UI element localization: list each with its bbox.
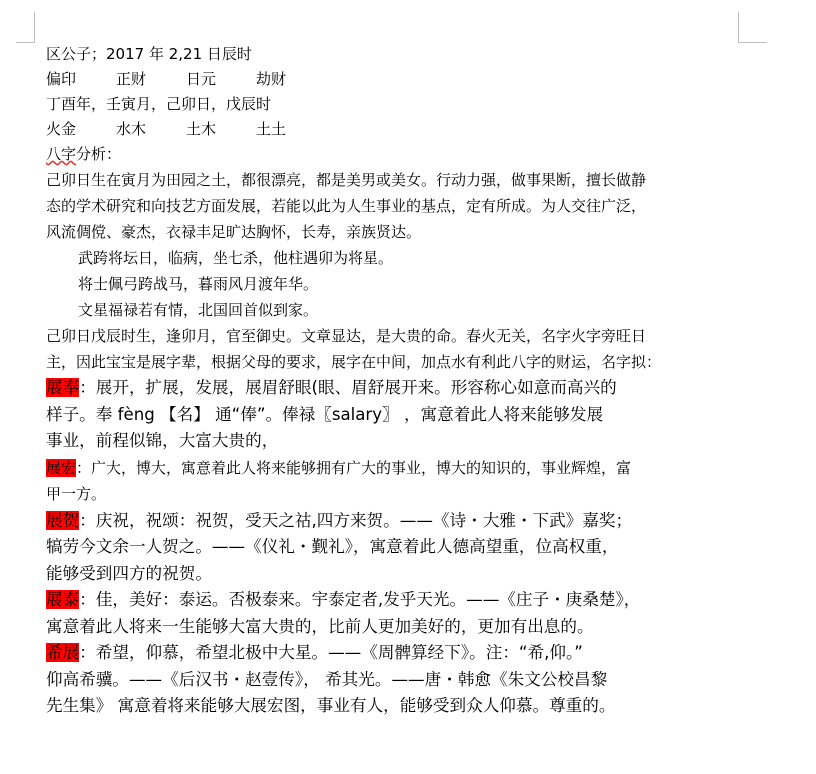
analysis-p2-line[interactable]: 己卯日戊辰时生，逢卯月，官至御史。文章显达，是大贵的命。春火无关，名字火字旁旺日 — [46, 327, 647, 345]
name-highlight: 展宏 — [46, 458, 77, 477]
name-entry-line[interactable] — [46, 587, 746, 614]
name-text: ：佳，美好：泰运。否极泰来。宇泰定者,发乎天光。——《庄子・庚桑楚》， — [79, 590, 641, 609]
pillars-row[interactable]: 丁酉年，壬寅月，己卯日，戊辰时 — [46, 95, 272, 113]
wuxing-year: 火金 — [46, 120, 77, 138]
analysis-p2-line[interactable]: 主，因此宝宝是展字辈，根据父母的要求，展字在中间，加点水有利此八字的财运，名字拟： — [46, 353, 662, 371]
name-highlight: 展奉 — [46, 378, 80, 397]
name-highlight: 希展 — [46, 643, 80, 662]
name-entry-line[interactable]: 事业，前程似锦，大富大贵的， — [46, 431, 279, 450]
poem-line[interactable]: 将士佩弓跨战马，暮雨风月渡年华。 — [78, 275, 319, 293]
analysis-p1-line[interactable]: 己卯日生在寅月为田园之土，都很漂亮，都是美男或美女。行动力强，做事果断，擅长做静 — [46, 171, 647, 189]
shishen-row[interactable] — [46, 67, 746, 92]
document-body[interactable] — [46, 42, 746, 720]
name-entry-line[interactable] — [46, 455, 746, 482]
page-corner-mark-top-right — [738, 12, 767, 43]
wuxing-row[interactable] — [46, 117, 746, 142]
name-entry-line[interactable]: 能够受到四方的祝贺。 — [46, 563, 212, 583]
name-entry-line[interactable]: 寓意着此人将来一生能够大富大贵的，比前人更加美好的，更加有出息的。 — [46, 616, 594, 636]
shishen-month: 正财 — [116, 70, 147, 88]
name-entry-line[interactable] — [46, 375, 746, 402]
analysis-p1-line[interactable]: 风流倜傥、豪杰，衣禄丰足旷达胸怀，长寿，亲族贤达。 — [46, 223, 422, 241]
page-corner-mark-top-left — [16, 12, 35, 43]
name-entry-line[interactable]: 先生集》 寓意着将来能够大展宏图，事业有人，能够受到众人仰慕。尊重的。 — [46, 696, 616, 715]
name-highlight: 展贺 — [46, 510, 80, 530]
name-entry-line[interactable]: 甲一方。 — [46, 485, 107, 503]
name-highlight: 展泰 — [46, 590, 80, 609]
name-entry-line[interactable]: 犒劳今文余一人贺之。——《仪礼・觐礼》，寓意着此人德高望重，位高权重， — [46, 537, 619, 556]
shishen-year: 偏印 — [46, 70, 77, 88]
shishen-day: 日元 — [186, 70, 217, 88]
name-text: ：广大，博大，寓意着此人将来能够拥有广大的事业，博大的知识的，事业辉煌，富 — [76, 458, 632, 477]
poem-line[interactable]: 武跨将坛日，临病，坐七杀，他柱遇卯为将星。 — [78, 249, 394, 267]
wuxing-month: 水木 — [116, 120, 147, 138]
name-entry-line[interactable] — [46, 508, 746, 535]
name-entry-line[interactable]: 仰高希骥。——《后汉书・赵壹传》， 希其光。——唐・韩愈《朱文公校昌黎 — [46, 669, 608, 689]
analysis-p1-line[interactable]: 态的学术研究和向技艺方面发展，若能以此为人生事业的基点，定有所成。为人交往广泛， — [46, 197, 647, 215]
analysis-heading[interactable] — [46, 142, 746, 167]
analysis-heading-rest: 分析： — [76, 145, 122, 163]
name-entry-line[interactable]: 样子。奉 fèng 【名】 通“俸”。俸禄〖salary〗 ，寓意着此人将来能够发展 — [46, 404, 604, 424]
name-text: ：展开，扩展，发展，展眉舒眼(眼、眉舒展开来。形容称心如意而高兴的 — [79, 378, 617, 397]
poem-line[interactable]: 文星福禄若有情，北国回首似到家。 — [78, 301, 319, 319]
spell-check-word: 八字 — [46, 145, 77, 163]
chart-title[interactable]: 区公子；2017 年 2,21 日辰时 — [46, 45, 252, 63]
wuxing-day: 土木 — [186, 120, 217, 138]
wuxing-hour: 土土 — [256, 120, 287, 138]
name-entry-line[interactable] — [46, 640, 746, 667]
name-text: ：庆祝，祝颂：祝贺，受天之祜,四方来贺。——《诗・大雅・下武》嘉奖； — [79, 510, 633, 530]
name-text: ：希望，仰慕，希望北极中大星。——《周髀算经下》。注：“希,仰。” — [79, 643, 583, 662]
shishen-hour: 劫财 — [256, 70, 287, 88]
